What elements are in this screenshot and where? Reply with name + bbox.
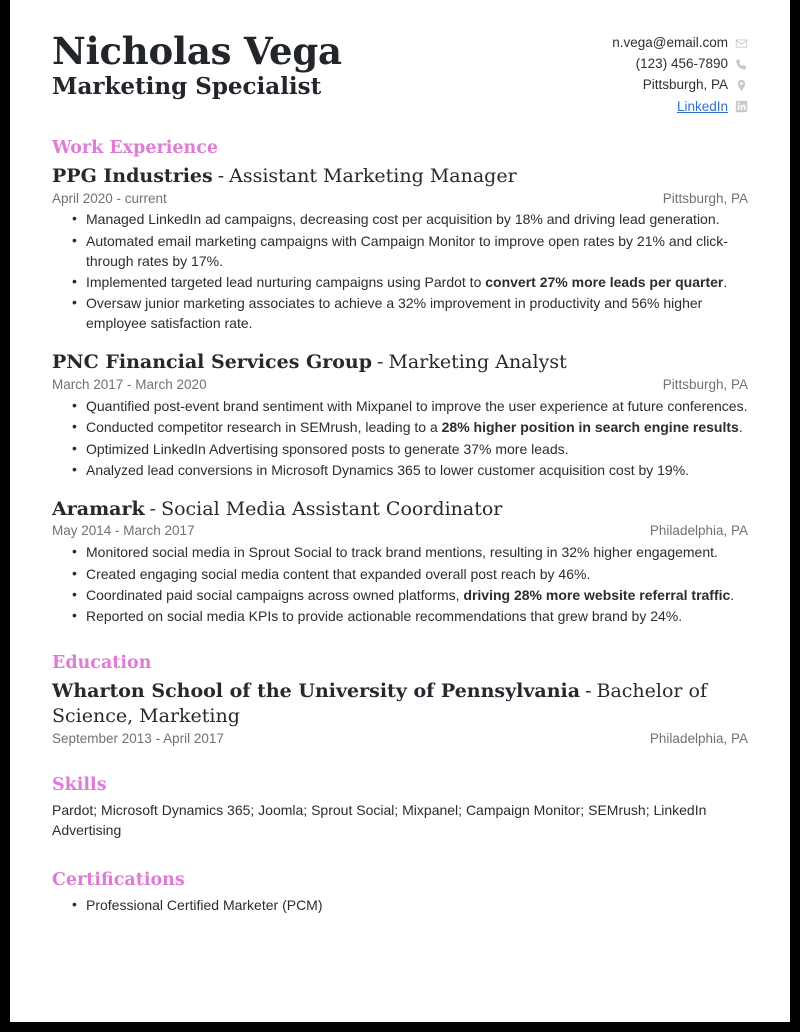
bullet-item: • Professional Certified Marketer (PCM) — [86, 896, 748, 916]
bullet-item — [86, 232, 748, 272]
section-education — [52, 653, 748, 748]
bullet-text: Automated email marketing campaigns with Campaign Monitor to improve open rates by 21% and click-through rates by 17%. — [86, 232, 728, 269]
work-entry-bullets — [52, 210, 748, 334]
bullet-text: Managed LinkedIn ad campaigns, decreasing cost per acquisition by 18% and driving lead generation. — [86, 211, 720, 228]
certifications-list — [52, 896, 748, 916]
bullet-item — [86, 543, 748, 563]
work-entry — [52, 164, 748, 334]
work-entry-separator: - — [377, 351, 384, 374]
bullet-item — [86, 461, 748, 481]
bullet-text: Coordinated paid social campaigns across owned platforms, — [86, 587, 464, 604]
work-entry-org: Aramark — [52, 497, 145, 520]
phone-icon — [735, 58, 748, 71]
contact-location-row — [643, 76, 748, 94]
linkedin-icon — [735, 100, 748, 113]
education-entry-location: Philadelphia, PA — [649, 730, 748, 746]
linkedin-link[interactable]: LinkedIn — [676, 98, 728, 114]
bullet-bold: convert 27% more leads per quarter — [485, 274, 724, 291]
work-entry-meta — [52, 190, 748, 209]
work-entry-separator: - — [217, 164, 225, 187]
work-entry-heading — [52, 497, 748, 522]
contact-email-text: n.vega@email.com — [612, 35, 728, 50]
work-entry — [52, 497, 748, 628]
education-entry-school: Wharton School of the University of Pennsylvania — [52, 680, 581, 703]
section-title-certifications: Certifications — [52, 870, 185, 891]
bullet-item — [86, 565, 748, 585]
section-title-education: Education — [52, 653, 152, 674]
candidate-job-title: Marketing Specialist — [52, 73, 322, 101]
resume-header — [52, 30, 748, 116]
bullet-item — [86, 586, 748, 606]
section-title-skills: Skills — [52, 774, 107, 795]
education-entry-separator: - — [585, 680, 592, 703]
bullet-text: Monitored social media in Sprout Social to track brand mentions, resulting in 32% higher engagement. — [86, 544, 718, 561]
bullet-item — [86, 210, 748, 230]
work-entry — [52, 350, 748, 481]
bullet-item — [86, 294, 748, 334]
bullet-text: Quantified post-event brand sentiment with Mixpanel to improve the user experience at future conferences. — [86, 397, 748, 414]
work-entry-role: Marketing Analyst — [388, 351, 567, 374]
bullet-text: Oversaw junior marketing associates to achieve a 32% improvement in productivity and 56% higher employee satisfaction rate. — [86, 295, 703, 332]
work-entry-dates: May 2014 - March 2017 — [52, 523, 195, 539]
bullet-post: . — [730, 587, 735, 604]
resume-page — [10, 0, 790, 1022]
envelope-icon — [735, 37, 748, 50]
bullet-item — [86, 418, 748, 438]
bullet-text: Optimized LinkedIn Advertising sponsored posts to generate 37% more leads. — [86, 440, 569, 457]
location-pin-icon — [735, 79, 748, 92]
education-entry-dates: September 2013 - April 2017 — [52, 730, 224, 746]
bullet-item — [86, 273, 748, 293]
bullet-text: Created engaging social media content that expanded overall post reach by 46%. — [86, 565, 591, 582]
work-entry-meta — [52, 522, 748, 541]
bullet-item — [86, 607, 748, 627]
section-skills — [52, 775, 748, 841]
education-entry — [52, 679, 748, 748]
candidate-name: Nicholas Vega — [52, 29, 342, 73]
work-entry-bullets — [52, 397, 748, 481]
bullet-post: . — [738, 419, 743, 436]
section-certifications — [52, 870, 748, 916]
skills-text: Pardot; Microsoft Dynamics 365; Joomla; Sprout Social; Mixpanel; Campaign Monitor; SEMrush; LinkedIn Advertising — [52, 801, 707, 838]
work-entry-location: Pittsburgh, PA — [662, 376, 748, 392]
work-entry-dates: April 2020 - current — [52, 190, 167, 206]
work-entry-location: Pittsburgh, PA — [662, 190, 748, 206]
work-entry-role: Social Media Assistant Coordinator — [161, 497, 503, 520]
contact-location-text: Pittsburgh, PA — [642, 77, 728, 93]
bullet-bold: 28% higher position in search engine results — [441, 419, 739, 436]
work-entry-heading — [52, 350, 748, 375]
education-entry-meta — [52, 730, 748, 749]
bullet-text: Reported on social media KPIs to provide actionable recommendations that grew brand by 24%. — [86, 608, 683, 625]
section-work-experience — [52, 138, 748, 627]
contact-block — [612, 34, 748, 116]
work-entry-meta — [52, 376, 748, 395]
work-entry-role: Assistant Marketing Manager — [229, 164, 517, 187]
bullet-item — [86, 440, 748, 460]
work-entry-org: PPG Industries — [52, 164, 213, 187]
contact-phone-row — [636, 55, 748, 73]
contact-email-row — [612, 34, 748, 52]
work-entry-dates: March 2017 - March 2020 — [52, 376, 207, 392]
education-entry-degree: Bachelor of Science, Marketing — [52, 680, 708, 728]
bullet-item — [86, 397, 748, 417]
work-entry-bullets — [52, 543, 748, 627]
work-entry-org: PNC Financial Services Group — [52, 351, 373, 374]
section-title-work-experience: Work Experience — [52, 137, 218, 158]
contact-linkedin-row[interactable] — [677, 98, 748, 116]
work-entry-location: Philadelphia, PA — [649, 523, 748, 539]
identity-block — [52, 30, 342, 102]
bullet-text: Implemented targeted lead nurturing campaigns using Pardot to — [86, 274, 486, 291]
education-entry-heading — [52, 679, 748, 728]
bullet-post: . — [723, 274, 728, 291]
work-entry-heading — [52, 164, 748, 189]
bullet-text: Conducted competitor research in SEMrush, leading to a — [86, 419, 442, 436]
bullet-bold: driving 28% more website referral traffic — [463, 587, 731, 604]
contact-phone-text: (123) 456-7890 — [635, 56, 728, 72]
bullet-text: Analyzed lead conversions in Microsoft Dynamics 365 to lower customer acquisition cost by 19%. — [86, 461, 690, 478]
work-entry-separator: - — [149, 497, 157, 520]
